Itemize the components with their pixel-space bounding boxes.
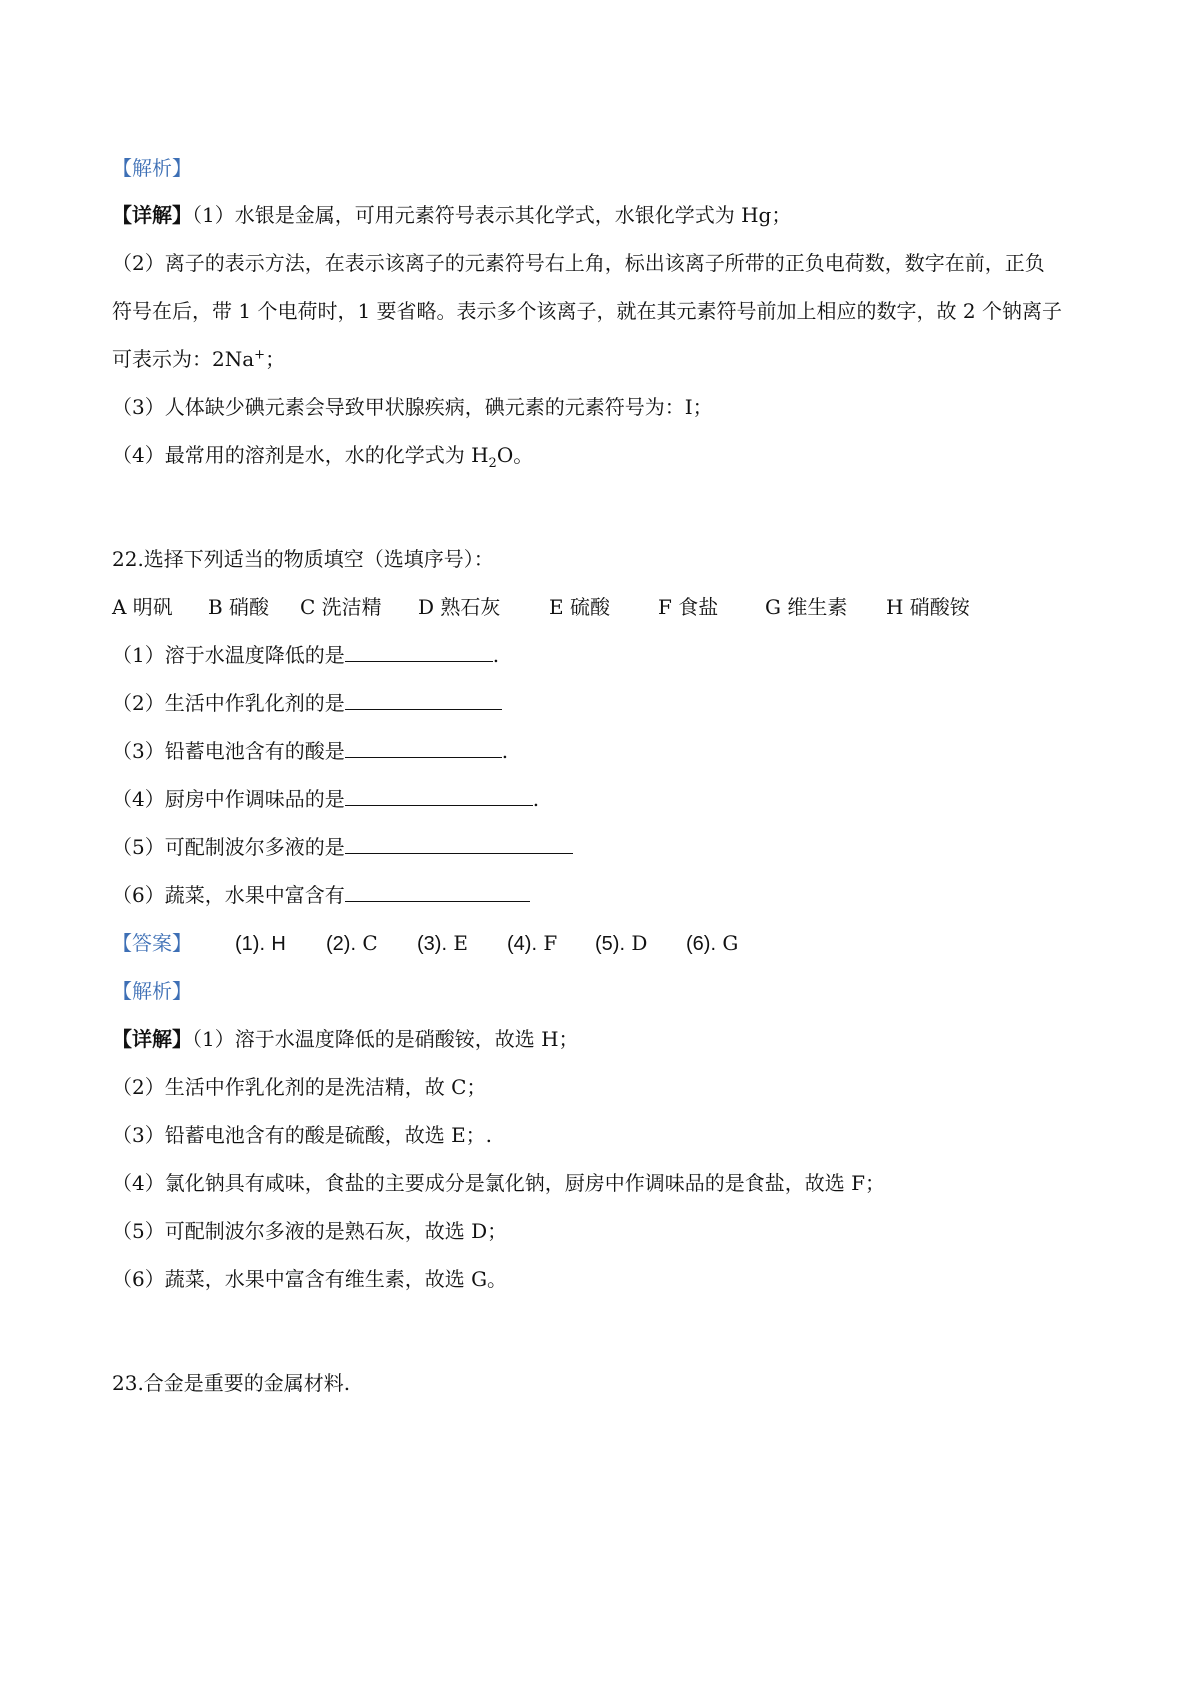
detail-21-4 [112,441,533,469]
detail-22-1-text: （1）溶于水温度降低的是硝酸铵，故选 H； [192,1027,579,1051]
item-3-end: . [501,739,509,763]
question-22-item-3 [112,737,508,765]
question-22-options [112,593,1012,621]
answer-5-value: D [631,931,648,955]
option-f: F 食盐 [658,595,719,619]
detail-22-1 [112,1025,579,1053]
detail-22-5: （5）可配制波尔多液的是熟石灰，故选 D； [112,1219,508,1243]
question-23-stem: 23.合金是重要的金属材料. [112,1371,351,1395]
option-c: C 洗洁精 [300,595,382,619]
answer-blank-1[interactable] [345,643,493,662]
detail-21-2c-prefix: 可表示为：2Na [112,347,255,371]
detail-21-2c [112,345,285,373]
detail-21-1 [112,201,791,229]
question-22-item-1 [112,641,499,669]
item-1-end: . [492,643,500,667]
option-d: D 熟石灰 [418,595,501,619]
answer-3-num: (3). [417,933,447,955]
answer-blank-3[interactable] [345,739,502,758]
answer-row-22 [112,929,812,957]
answer-1-value: H [271,933,286,955]
item-4-end: . [532,787,540,811]
answer-6 [686,929,738,958]
answer-4-num: (4). [507,933,537,955]
charge-superscript: + [254,347,266,363]
answer-label-22: 【答案】 [112,931,192,955]
detail-21-1-text: （1）水银是金属，可用元素符号表示其化学式，水银化学式为 Hg； [192,203,792,227]
option-b: B 硝酸 [208,595,270,619]
detail-21-2c-suffix: ； [265,347,286,371]
question-22-item-5 [112,833,573,861]
detail-22-4: （4）氯化钠具有咸味，食盐的主要成分是氯化钠，厨房中作调味品的是食盐，故选 F； [112,1171,885,1195]
analysis-label-21: 【解析】 [112,156,192,180]
item-1-text: （1）溶于水温度降低的是 [112,643,345,667]
detail-21-4-suffix: O。 [496,443,534,467]
answer-1-num: (1). [235,933,265,955]
item-3-text: （3）铅蓄电池含有的酸是 [112,739,345,763]
answer-3-value: E [453,931,468,955]
answer-blank-4[interactable] [345,787,533,806]
answer-blank-2[interactable] [345,691,502,710]
detail-21-3: （3）人体缺少碘元素会导致甲状腺疾病，碘元素的元素符号为：I； [112,395,713,419]
answer-blank-6[interactable] [345,883,530,902]
formula-subscript: 2 [488,456,497,471]
detail-21-2a: （2）离子的表示方法，在表示该离子的元素符号右上角，标出该离子所带的正负电荷数，数字在前，正负 [112,251,1045,275]
answer-3 [417,929,468,958]
detail-21-4-prefix: （4）最常用的溶剂是水，水的化学式为 H [112,443,489,467]
detail-22-6: （6）蔬菜，水果中富含有维生素，故选 G。 [112,1267,508,1291]
detail-21-2b: 符号在后，带 1 个电荷时，1 要省略。表示多个该离子，就在其元素符号前加上相应的数字，故 2 个钠离子 [112,299,1062,323]
question-22-item-2 [112,689,502,717]
answer-6-value: G [722,931,739,955]
detail-label-21: 【详解】 [112,203,192,227]
answer-2 [326,929,378,958]
answer-2-num: (2). [326,933,356,955]
question-22-stem: 22.选择下列适当的物质填空（选填序号）： [112,547,494,571]
item-2-text: （2）生活中作乳化剂的是 [112,691,345,715]
answer-blank-5[interactable] [345,835,573,854]
answer-6-num: (6). [686,933,716,955]
option-g: G 维生素 [765,595,848,619]
item-5-text: （5）可配制波尔多液的是 [112,835,345,859]
analysis-label-22: 【解析】 [112,979,192,1003]
option-h: H 硝酸铵 [886,595,970,619]
answer-5-num: (5). [595,933,625,955]
option-a: A 明矾 [112,595,173,619]
detail-22-3: （3）铅蓄电池含有的酸是硫酸，故选 E；. [112,1123,493,1147]
question-22-item-6 [112,881,530,909]
answer-5 [595,929,647,958]
answer-4-value: F [543,931,558,955]
detail-22-2: （2）生活中作乳化剂的是洗洁精，故 C； [112,1075,487,1099]
item-6-text: （6）蔬菜，水果中富含有 [112,883,345,907]
question-22-item-4 [112,785,539,813]
answer-2-value: C [362,931,378,955]
option-e: E 硫酸 [549,595,610,619]
answer-4 [507,929,557,958]
detail-label-22: 【详解】 [112,1027,192,1051]
answer-1 [235,929,286,958]
item-4-text: （4）厨房中作调味品的是 [112,787,345,811]
